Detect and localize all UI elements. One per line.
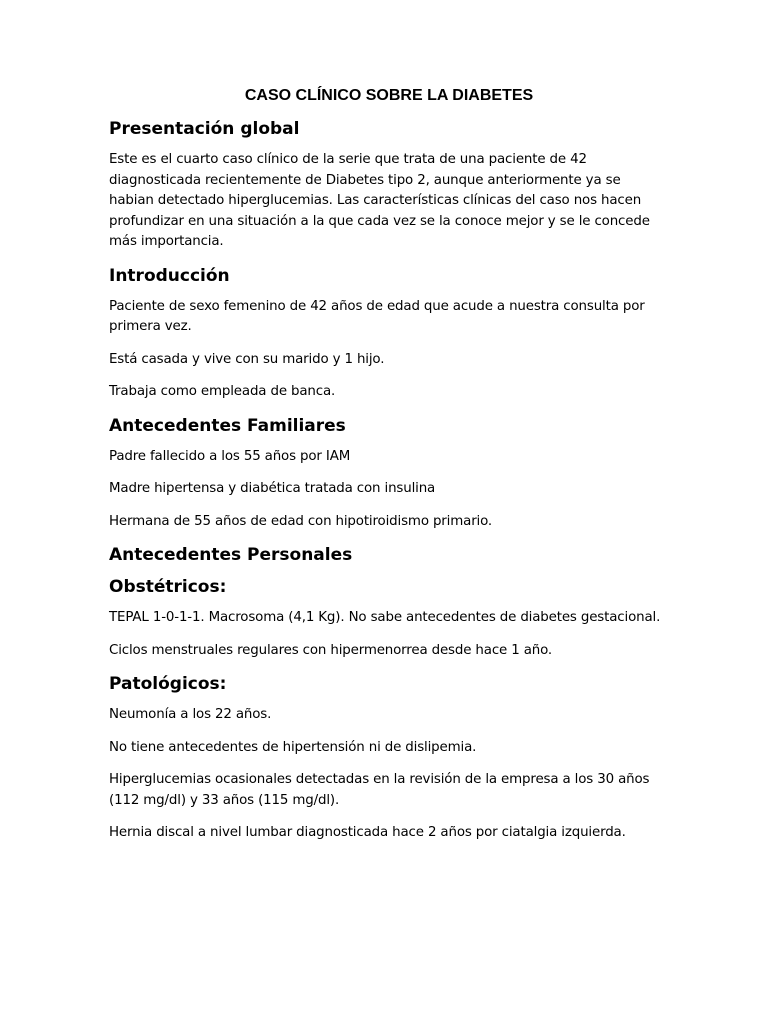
introduccion-paragraph-1: Paciente de sexo femenino de 42 años de edad que acude a nuestra consulta por primera vez. xyxy=(109,298,645,334)
introduccion-paragraph-3: Trabaja como empleada de banca. xyxy=(109,384,336,399)
introduccion-paragraph-2: Está casada y vive con su marido y 1 hijo. xyxy=(109,351,385,367)
section-heading-obstetricos: Obstétricos: xyxy=(109,577,227,597)
obstetricos-paragraph-1: TEPAL 1-0-1-1. Macrosoma (4,1 Kg). No sabe antecedentes de diabetes gestacional. xyxy=(109,610,661,625)
section-heading-familiares: Antecedentes Familiares xyxy=(109,415,346,436)
familiares-paragraph-2: Madre hipertensa y diabética tratada con insulina xyxy=(109,481,436,496)
document-title: CASO CLÍNICO SOBRE LA DIABETES xyxy=(244,87,534,104)
familiares-paragraph-1: Padre fallecido a los 55 años por IAM xyxy=(109,448,351,464)
patologicos-paragraph-2: No tiene antecedentes de hipertensión ni de dislipemia. xyxy=(109,739,477,755)
section-heading-introduccion: Introducción xyxy=(109,265,230,286)
section-heading-presentacion: Presentación global xyxy=(109,119,300,139)
section-heading-personales: Antecedentes Personales xyxy=(109,545,353,565)
patologicos-paragraph-4: Hernia discal a nivel lumbar diagnosticada hace 2 años por ciatalgia izquierda. xyxy=(109,825,626,840)
obstetricos-paragraph-2: Ciclos menstruales regulares con hipermenorrea desde hace 1 año. xyxy=(109,642,553,658)
presentacion-paragraph: Este es el cuarto caso clínico de la serie que trata de una paciente de 42 diagnosticada recientemente de Diabetes tipo 2, aunque anteriormente ya se habian detectado hiperglucemias. Las características clínicas del caso nos hacen profundizar en una situación a la que cada vez se la conoce mejor y se le concede más importancia. xyxy=(109,152,650,249)
familiares-paragraph-3: Hermana de 55 años de edad con hipotiroidismo primario. xyxy=(109,513,493,529)
document-page xyxy=(109,86,669,856)
patologicos-paragraph-3: Hiperglucemias ocasionales detectadas en la revisión de la empresa a los 30 años (112 mg/dl) y 33 años (115 mg/dl). xyxy=(109,772,650,808)
patologicos-paragraph-1: Neumonía a los 22 años. xyxy=(109,707,272,722)
section-heading-patologicos: Patológicos: xyxy=(109,674,227,694)
